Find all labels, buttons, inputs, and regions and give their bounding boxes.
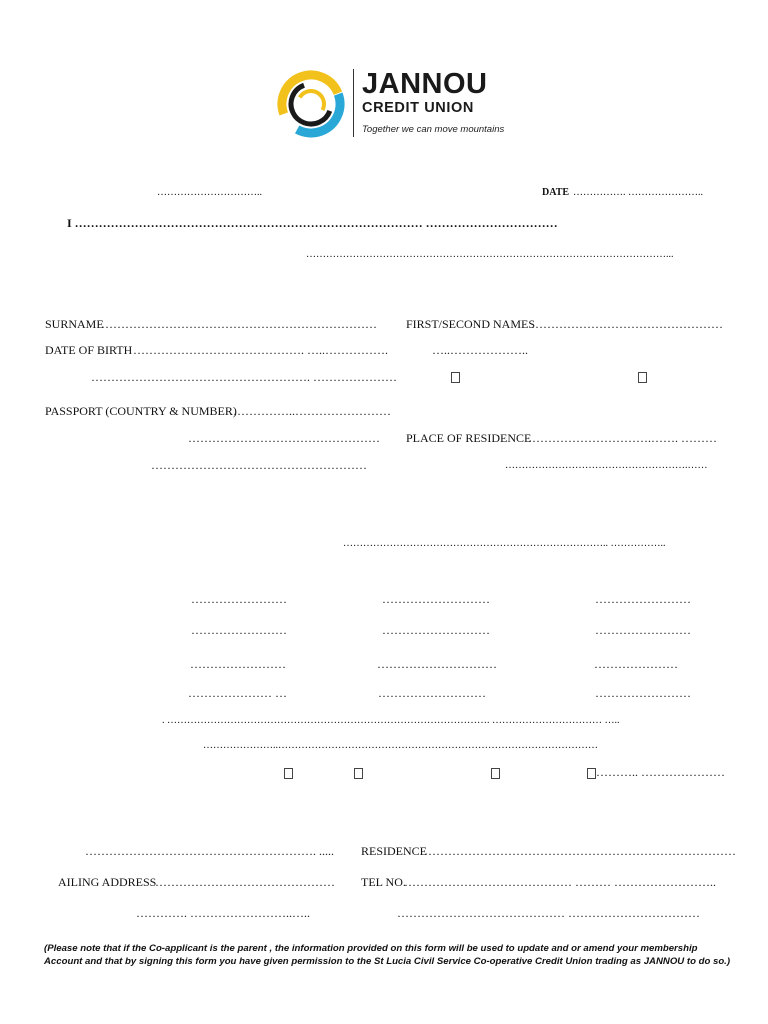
- checkbox-row-field[interactable]: ……….. …………………: [596, 765, 725, 779]
- applicant-name-line[interactable]: I …………………………………………………………………………… ……………………………: [67, 216, 558, 230]
- place-of-residence-field[interactable]: ………………………….……. ………: [528, 431, 717, 445]
- tel-no-label: TEL NO.: [361, 875, 406, 889]
- logo-divider: [353, 69, 354, 137]
- checkbox[interactable]: [354, 768, 363, 779]
- grid-field[interactable]: ……………………: [191, 592, 287, 606]
- bottom-row-right-field[interactable]: …………………………………… ……………………………: [397, 906, 700, 920]
- brand-line2: CREDIT UNION: [362, 100, 474, 116]
- brand-line1: JANNOU: [362, 68, 488, 100]
- grid-field[interactable]: ………………………: [382, 623, 490, 637]
- residence-label: RESIDENCE: [361, 844, 427, 858]
- grid-field[interactable]: ………………………: [378, 686, 486, 700]
- tel-no-field[interactable]: …………………………………… ……… ……………………..: [404, 875, 716, 889]
- grid-field[interactable]: …………………………: [377, 657, 497, 671]
- brand-tagline: Together we can move mountains: [362, 124, 505, 135]
- grid-field[interactable]: …………………: [594, 657, 678, 671]
- first-second-names-label: FIRST/SECOND NAMES: [406, 317, 536, 331]
- dob-field[interactable]: ……………………………………. …..…………….: [133, 343, 388, 357]
- bottom-left-field[interactable]: …………………………………………………. .....: [85, 844, 334, 858]
- surname-field[interactable]: ……………………………………………………………: [101, 317, 377, 331]
- checkbox[interactable]: [284, 768, 293, 779]
- date-field[interactable]: ……………. …………………..: [573, 187, 703, 198]
- first-second-names-field[interactable]: …………………………………………: [531, 317, 723, 331]
- date-label: DATE: [542, 187, 570, 198]
- circle-swirl-icon: [274, 67, 348, 141]
- surname-label: SURNAME: [45, 317, 104, 331]
- long-dotted-line[interactable]: . ……………………………………………………………………………………. …………………………… …..: [162, 715, 620, 726]
- long-dotted-line[interactable]: …………………..……………………………………………………………………………………: [203, 740, 598, 751]
- checkbox[interactable]: [451, 372, 460, 383]
- place-of-residence-label: PLACE OF RESIDENCE: [406, 431, 532, 445]
- grid-field[interactable]: ………………… …: [188, 686, 287, 700]
- grid-field[interactable]: ……………………: [595, 686, 691, 700]
- brand-name: [362, 70, 487, 116]
- dob-right-field[interactable]: …..………………..: [432, 343, 528, 357]
- row7-field[interactable]: …………………………………………………………………….. ……………..: [343, 538, 666, 549]
- third-dotted-line[interactable]: ………………………………………………………………………………………………...: [306, 249, 674, 260]
- checkbox[interactable]: [638, 372, 647, 383]
- grid-field[interactable]: ………………………: [382, 592, 490, 606]
- row6-left-field[interactable]: ………………………………………………: [151, 458, 367, 472]
- mailing-address-label: AILING ADDRESS: [58, 875, 157, 889]
- mailing-address-field[interactable]: ………………………………………: [155, 875, 335, 889]
- grid-field[interactable]: ……………………: [190, 657, 286, 671]
- passport-field[interactable]: ……………..……………………: [229, 404, 391, 418]
- residence-field[interactable]: ……………………………………………………………………: [424, 844, 736, 858]
- top-left-dotted-field[interactable]: …………………………..: [157, 187, 262, 198]
- grid-field[interactable]: ……………………: [595, 623, 691, 637]
- dob-label: DATE OF BIRTH: [45, 343, 133, 357]
- row5-left-field[interactable]: …………………………………………: [188, 431, 380, 445]
- grid-field[interactable]: ……………………: [595, 592, 691, 606]
- checkbox[interactable]: [587, 768, 596, 779]
- grid-field[interactable]: ……………………: [191, 623, 287, 637]
- row3-field[interactable]: ………………………………………………. …………………: [91, 370, 397, 384]
- bottom-row-left-field[interactable]: …………. ……………………..…..: [136, 906, 310, 920]
- passport-label: PASSPORT (COUNTRY & NUMBER): [45, 404, 237, 418]
- disclaimer-note: (Please note that if the Co-applicant is the parent , the information provided on this form will be used to update and or amend your membership Account and that by signing this form you have given permission to the St Lucia Civil Service Co-operative Credit Union trading as JANNOU to do so.): [44, 943, 731, 967]
- checkbox[interactable]: [491, 768, 500, 779]
- row6-right-field[interactable]: ……………………………………………….……: [505, 460, 708, 471]
